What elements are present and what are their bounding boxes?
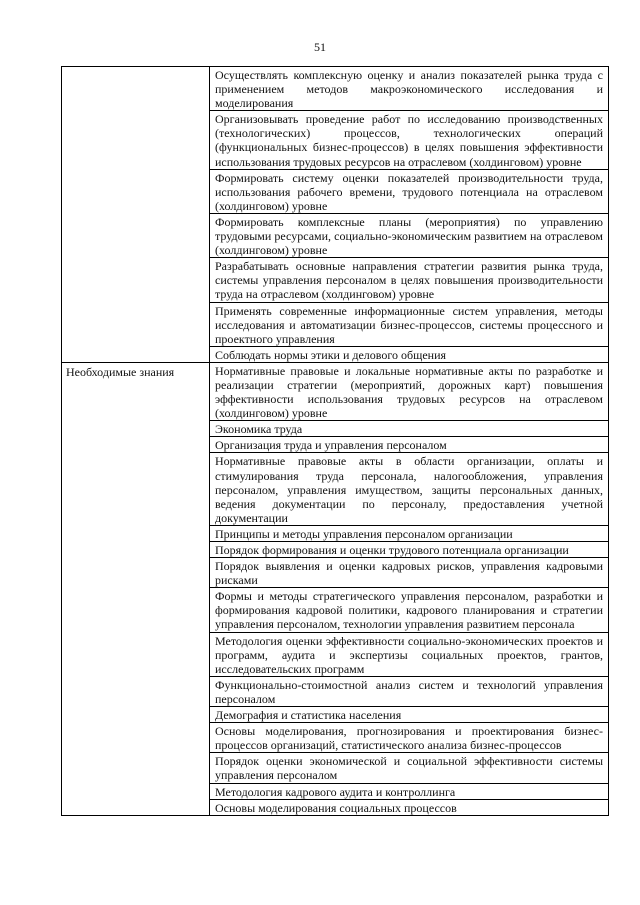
table-row-knowledge <box>62 362 609 815</box>
list-item: Нормативные правовые акты в области организации, оплаты и стимулирования труда персонала, налогообложения, управления персоналом, управления имуществом, защиты персональных данных, ведения документации по персоналу, предоставления учетной документации <box>210 453 608 525</box>
list-item: Порядок выявления и оценки кадровых рисков, управления кадровыми рисками <box>210 558 608 588</box>
list-item: Формы и методы стратегического управления персоналом, разработки и формирования кадровой политики, кадрового планирования и стратегии управления персоналом, технологии управления развитием персонала <box>210 588 608 632</box>
list-item: Организовывать проведение работ по исследованию производственных (технологических) процессов, технологических операций (функциональных бизнес-процессов) в целях повышения эффективности использования трудовых ресурсов на отраслевом (холдинговом) уровне <box>210 111 608 169</box>
list-item: Порядок оценки экономической и социальной эффективности системы управления персоналом <box>210 753 608 783</box>
list-item: Основы моделирования социальных процессов <box>215 800 457 815</box>
list-item: Методология кадрового аудита и контроллинга <box>210 784 608 800</box>
list-item: Функционально-стоимостной анализ систем и технологий управления персоналом <box>210 677 608 707</box>
competency-table <box>61 66 609 816</box>
table-row-skills <box>62 67 609 363</box>
list-item: Соблюдать нормы этики и делового общения <box>215 347 447 362</box>
list-item: Экономика труда <box>210 421 608 437</box>
row-items <box>210 362 609 815</box>
list-item: Формировать систему оценки показателей производительности труда, использования рабочего времени, трудового потенциала на отраслевом (холдинговом) уровне <box>210 170 608 214</box>
list-item: Нормативные правовые и локальные нормативные акты по разработке и реализации стратегии (мероприятий, дорожных карт) повышения эффективности использования трудовых ресурсов на отраслевом (холдинговом) уровне <box>210 363 608 421</box>
list-item: Демография и статистика населения <box>210 707 608 723</box>
list-item: Организация труда и управления персоналом <box>210 437 608 453</box>
page-number: 51 <box>314 40 326 54</box>
list-item: Осуществлять комплексную оценку и анализ показателей рынка труда с применением методов макроэкономического исследования и моделирования <box>210 67 608 111</box>
list-item: Методология оценки эффективности социально-экономических проектов и программ, аудита и экспертизы социальных проектов, грантов, исследовательских программ <box>210 633 608 677</box>
list-item: Порядок формирования и оценки трудового потенциала организации <box>210 542 608 558</box>
list-item: Разрабатывать основные направления стратегии развития рынка труда, системы управления персоналом в целях повышения производительности труда на отраслевом (холдинговом) уровне <box>210 258 608 302</box>
row-label: Необходимые знания <box>62 362 210 815</box>
list-item: Формировать комплексные планы (мероприятия) по управлению трудовыми ресурсами, социально-экономическим развитием на отраслевом (холдинговом) уровне <box>210 214 608 258</box>
list-item: Принципы и методы управления персоналом организации <box>210 526 608 542</box>
row-items <box>210 67 609 363</box>
list-item: Основы моделирования, прогнозирования и проектирования бизнес-процессов организаций, статистического анализа бизнес-процессов <box>210 723 608 753</box>
list-item: Применять современные информационные систем управления, методы исследования и автоматизации бизнес-процессов, системы процессного и проектного управления <box>210 303 608 347</box>
row-label <box>62 67 210 363</box>
